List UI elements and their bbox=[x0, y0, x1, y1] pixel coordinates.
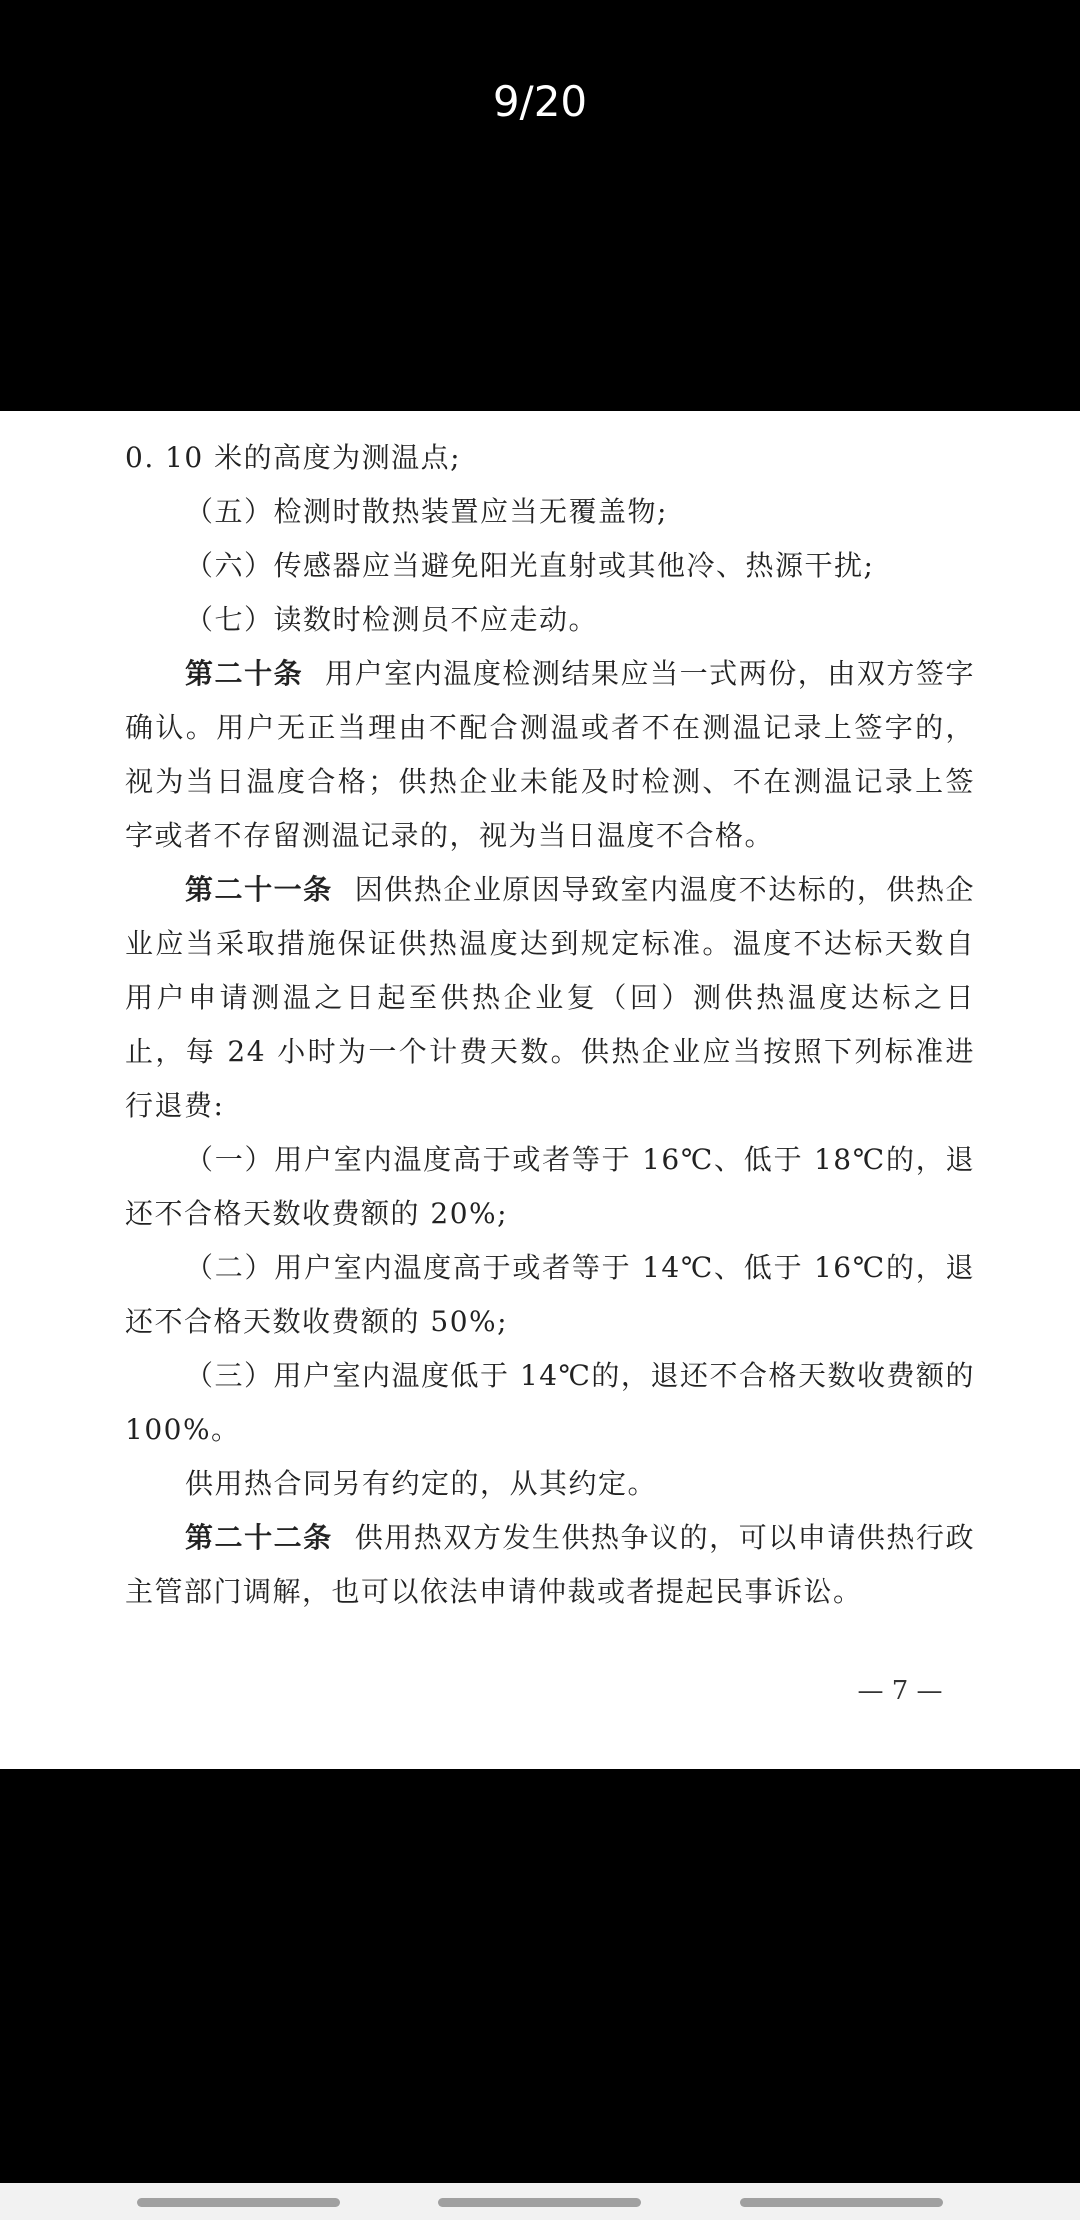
page-counter: 9/20 bbox=[492, 77, 588, 126]
gesture-nav-bar bbox=[0, 2183, 1080, 2220]
nav-handle-left[interactable] bbox=[137, 2198, 340, 2207]
document-page-image[interactable] bbox=[0, 411, 1080, 1769]
document-body bbox=[125, 431, 975, 1619]
article-20-paragraph: 第二十条 用户室内温度检测结果应当一式两份，由双方签字确认。用户无正当理由不配合测温或者不在测温记录上签字的，视为当日温度合格；供热企业未能及时检测、不在测温记录上签字或者不存留测温记录的，视为当日温度不合格。 bbox=[125, 657, 975, 852]
nav-handle-right[interactable] bbox=[740, 2198, 943, 2207]
doc-paragraph-9: （三）用户室内温度低于 14℃的，退还不合格天数收费额的 100%。 bbox=[125, 1359, 975, 1446]
doc-paragraph-3: （六）传感器应当避免阳光直射或其他冷、热源干扰; bbox=[185, 549, 875, 582]
doc-paragraph-8: （二）用户室内温度高于或者等于 14℃、低于 16℃的，退还不合格天数收费额的 50%; bbox=[125, 1251, 975, 1338]
doc-paragraph-7: （一）用户室内温度高于或者等于 16℃、低于 18℃的，退还不合格天数收费额的 20%; bbox=[125, 1143, 975, 1230]
article-21-heading: 第二十一条 bbox=[185, 873, 333, 906]
article-22-heading: 第二十二条 bbox=[185, 1521, 333, 1554]
doc-paragraph-10: 供用热合同另有约定的，从其约定。 bbox=[185, 1467, 658, 1500]
doc-paragraph-1: 0. 10 米的高度为测温点; bbox=[125, 441, 462, 474]
doc-paragraph-4: （七）读数时检测员不应走动。 bbox=[185, 603, 599, 636]
article-20-heading: 第二十条 bbox=[185, 657, 304, 690]
article-21-paragraph: 第二十一条 因供热企业原因导致室内温度不达标的，供热企业应当采取措施保证供热温度达到规定标准。温度不达标天数自用户申请测温之日起至供热企业复（回）测供热温度达标之日止，每 24 小时为一个计费天数。供热企业应当按照下列标准进行退费: bbox=[125, 873, 975, 1122]
article-22-paragraph: 第二十二条 供用热双方发生供热争议的，可以申请供热行政主管部门调解，也可以依法申请仲裁或者提起民事诉讼。 bbox=[125, 1521, 975, 1608]
page-number: — 7 — bbox=[857, 1676, 943, 1706]
nav-handle-center[interactable] bbox=[438, 2198, 641, 2207]
doc-paragraph-2: （五）检测时散热装置应当无覆盖物; bbox=[185, 495, 668, 528]
